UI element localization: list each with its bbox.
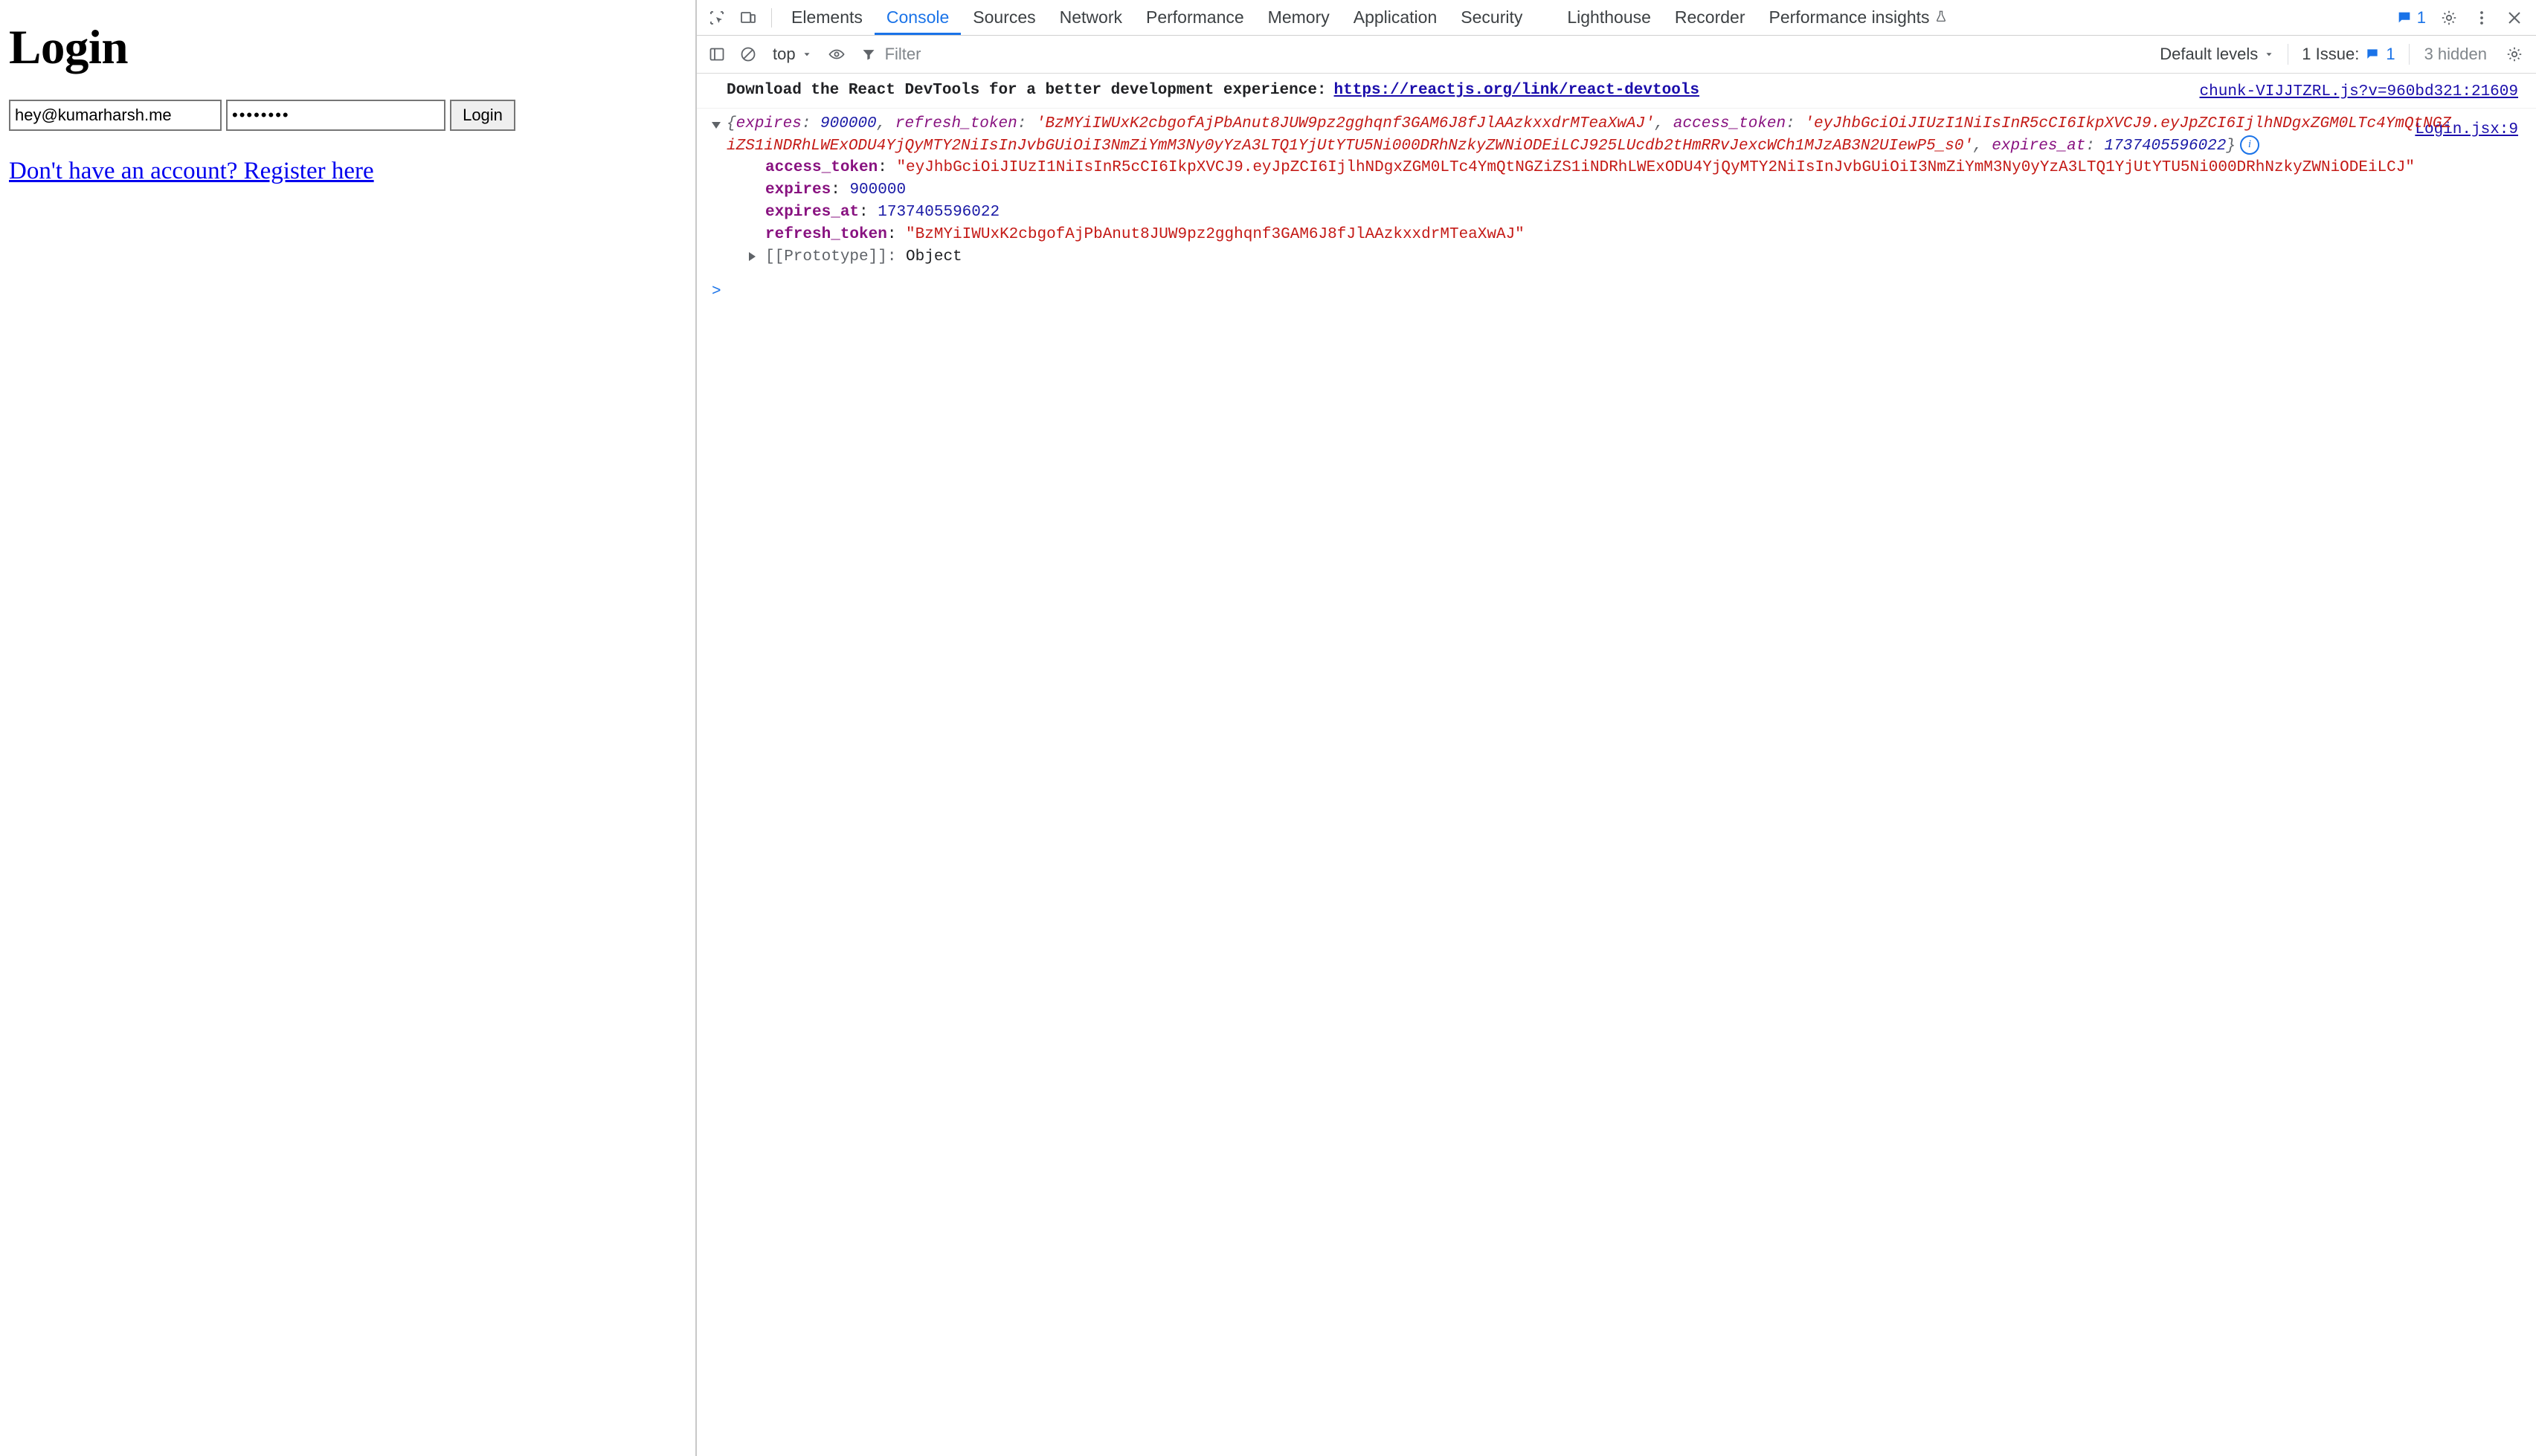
password-field[interactable]: [226, 100, 445, 131]
console-filter-input[interactable]: [884, 44, 1035, 65]
devtools-tabbar-right: [2390, 2, 2536, 33]
register-link[interactable]: Don't have an account? Register here: [9, 158, 374, 185]
chevron-down-icon: [802, 49, 812, 59]
tab-lighthouse[interactable]: Lighthouse: [1567, 7, 1651, 27]
device-toolbar-icon[interactable]: [733, 2, 764, 33]
expand-triangle-icon[interactable]: [749, 252, 756, 261]
console-toolbar: [697, 36, 2536, 74]
inspect-element-icon[interactable]: [701, 2, 733, 33]
preview-value-refresh-token: 'BzMYiIWUxK2cbgofAjPbAnut8JUW9pz2gghqnf3GAM6J8fJlAAzkxxdrMTeaXwAJ': [1035, 115, 1655, 132]
log-levels-label: Default levels: [2160, 45, 2259, 63]
object-preview-line: {expires: 900000, refresh_token: 'BzMYiIWUxK2cbgofAjPbAnut8JUW9pz2gghqnf3GAM6J8fJlAAzkxxdrMTeaXwAJ', access_token: 'eyJhbGciOiJIUzI1NiIsInR5cCI6IkpXVCJ9.eyJpZCI6IjlhNDgxZGM0LTc4YmQtNGZiZS1iNDRhLWExODU4YjQyMTY2NiIsInJvbGUiOiI3NmZiYmM3Ny0yYzA3LTQ1YjUtYTU5Ni000DRhNzkyZWNiODEiLCJ925LUcdb2tHmRRvJexcWCh1MJzAB3N2UIewP5_s0', expires_at: 1737405596022} i: [727, 115, 2451, 155]
filter-icon: [861, 47, 876, 62]
preview-key-refresh-token: refresh_token: [895, 115, 1017, 132]
object-source-link[interactable]: Login.jsx:9: [2415, 120, 2518, 138]
issues-badge-count: 1: [2416, 7, 2426, 27]
preview-key-access-token: access_token: [1673, 115, 1786, 132]
console-message-source-link[interactable]: chunk-VIJJTZRL.js?v=960bd321:21609: [2199, 83, 2518, 100]
devtools-panel: [697, 0, 2536, 1456]
console-message-react-devtools[interactable]: [697, 74, 2536, 109]
object-property-row: expires: 900000: [765, 181, 907, 199]
prototype-key: [[Prototype]]: [765, 248, 887, 265]
console-output[interactable]: [697, 74, 2536, 1456]
console-prompt-input[interactable]: [727, 282, 2358, 300]
property-key-access-token: access_token: [765, 159, 878, 177]
property-key-refresh-token: refresh_token: [765, 225, 887, 243]
log-levels-select[interactable]: [2152, 39, 2282, 69]
tab-application[interactable]: Application: [1353, 7, 1438, 27]
devtools-tabbar: [697, 0, 2536, 36]
flask-icon: [1934, 7, 1948, 28]
tabbar-divider: [771, 8, 772, 28]
prompt-arrow-icon: >: [712, 283, 721, 300]
tab-sources[interactable]: Sources: [973, 7, 1036, 27]
prototype-value: Object: [906, 248, 962, 265]
issues-badge[interactable]: [2390, 8, 2432, 28]
tab-memory[interactable]: Memory: [1267, 7, 1330, 27]
close-brace: }: [2226, 137, 2236, 155]
console-toolbar-right: [2152, 39, 2536, 70]
tab-performance-insights[interactable]: [1757, 1, 1960, 35]
property-value-expires-at: 1737405596022: [878, 204, 1000, 222]
console-prompt[interactable]: [697, 273, 2536, 303]
console-filter[interactable]: [857, 39, 1044, 69]
preview-key-expires-at: expires_at: [1992, 137, 2086, 155]
preview-value-access-token: 'eyJhbGciOiJIUzI1NiIsInR5cCI6IkpXVCJ9.eyJpZCI6IjlhNDgxZGM0LTc4YmQtNGZiZS1iNDRhLWExODU4YjQyMTY2NiIsInJvbGUiOiI3NmZiYmM3Ny0yYzA3LTQ1YjUtYTU5Ni000DRhNzkyZWNiODEiLCJ925LUcdb2tHmRRvJexcWCh1MJzAB3N2UIewP5_s0': [727, 115, 2451, 155]
console-issues-count: 1: [2386, 45, 2395, 63]
hidden-messages-count[interactable]: 3 hidden: [2424, 45, 2487, 63]
object-property-row: access_token: "eyJhbGciOiJIUzI1NiIsInR5cCI6IkpXVCJ9.eyJpZCI6IjlhNDgxZGM0LTc4YmQtNGZiZS1iNDRhLWExODU4YjQyMTY2NiIsInJvbGUiOiI3NmZiYmM3Ny0yYzA3LTQ1YjUtYTU5Ni000DRhNzkyZWNiODEiLCJ": [765, 159, 2415, 177]
login-form: [9, 100, 695, 131]
chevron-down-icon: [2264, 49, 2274, 59]
tab-performance-insights-label: Performance insights: [1769, 7, 1930, 27]
web-page-pane: [0, 0, 697, 1456]
property-value-refresh-token: "BzMYiIWUxK2cbgofAjPbAnut8JUW9pz2gghqnf3GAM6J8fJlAAzkxxdrMTeaXwAJ": [906, 225, 1525, 243]
object-property-row: refresh_token: "BzMYiIWUxK2cbgofAjPbAnut8JUW9pz2gghqnf3GAM6J8fJlAAzkxxdrMTeaXwAJ": [765, 225, 1525, 243]
object-preview-block[interactable]: [697, 113, 2536, 268]
open-brace: {: [727, 115, 736, 132]
property-value-access-token: "eyJhbGciOiJIUzI1NiIsInR5cCI6IkpXVCJ9.eyJpZCI6IjlhNDgxZGM0LTc4YmQtNGZiZS1iNDRhLWExODU4YjQyMTY2NiIsInJvbGUiOiI3NmZiYmM3Ny0yYzA3LTQ1YjUtYTU5Ni000DRhNzkyZWNiODEiLCJ": [896, 159, 2415, 177]
tab-network[interactable]: Network: [1059, 7, 1122, 27]
console-settings-gear-icon[interactable]: [2499, 39, 2530, 70]
console-issues-button[interactable]: [2294, 39, 2402, 69]
gear-icon[interactable]: [2433, 2, 2465, 33]
execution-context-select[interactable]: [764, 39, 821, 69]
console-issues-label: 1 Issue:: [2302, 45, 2360, 63]
console-sidebar-toggle-icon[interactable]: [701, 39, 733, 70]
tab-console[interactable]: Console: [875, 1, 961, 35]
preview-value-expires: 900000: [820, 115, 877, 132]
property-key-expires: expires: [765, 181, 831, 199]
tab-recorder[interactable]: Recorder: [1674, 7, 1745, 27]
tab-performance[interactable]: Performance: [1146, 7, 1244, 27]
execution-context-label: top: [773, 45, 796, 63]
object-prototype-row[interactable]: [[Prototype]]: Object: [727, 246, 2536, 268]
react-devtools-link[interactable]: https://reactjs.org/link/react-devtools: [1333, 82, 1700, 99]
close-icon[interactable]: [2499, 2, 2530, 33]
object-property-row: expires_at: 1737405596022: [765, 204, 1000, 222]
property-value-expires: 900000: [849, 181, 907, 199]
toolbar-divider-2: [2409, 44, 2410, 65]
live-expression-eye-icon[interactable]: [821, 39, 852, 70]
console-message-object[interactable]: [697, 109, 2536, 273]
issue-bubble-icon: [2365, 47, 2380, 62]
more-vertical-icon[interactable]: [2466, 2, 2497, 33]
clear-console-icon[interactable]: [733, 39, 764, 70]
expand-triangle-icon[interactable]: [712, 122, 721, 129]
login-button[interactable]: Login: [450, 100, 515, 131]
page-title: Login: [9, 21, 129, 74]
tab-elements[interactable]: Elements: [791, 7, 863, 27]
info-icon[interactable]: i: [2240, 135, 2259, 155]
preview-value-expires-at: 1737405596022: [2104, 137, 2227, 155]
react-devtools-text: Download the React DevTools for a better development experience:: [727, 82, 1327, 99]
preview-key-expires: expires: [736, 115, 802, 132]
property-key-expires-at: expires_at: [765, 204, 860, 222]
tab-security[interactable]: Security: [1461, 7, 1523, 27]
email-field[interactable]: [9, 100, 222, 131]
